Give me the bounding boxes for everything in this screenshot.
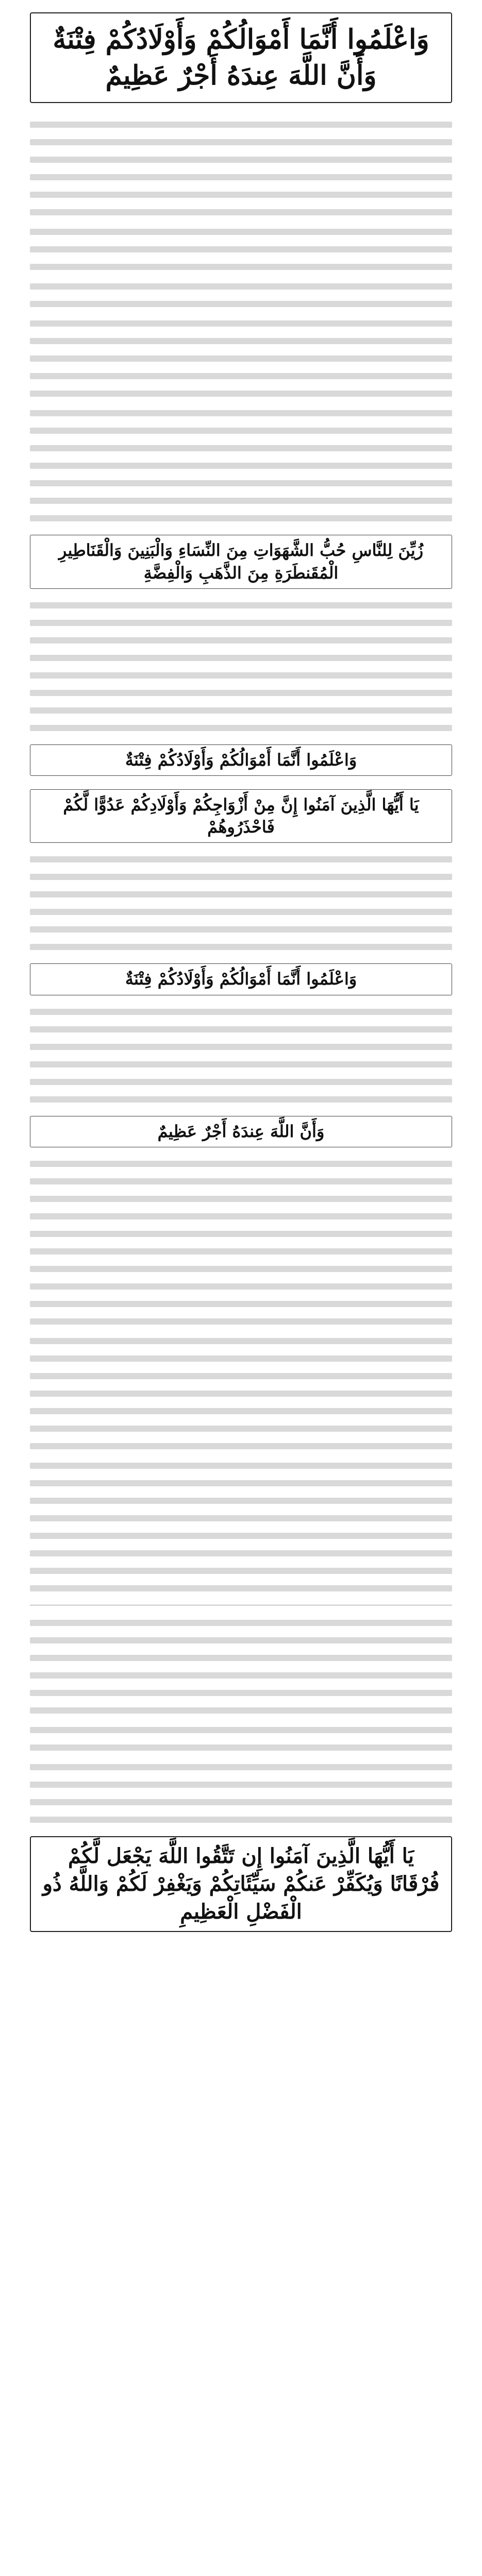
paragraph-13-lines (30, 1463, 452, 1591)
verse-inline-1 (30, 535, 452, 588)
verse-text: وَاعْلَمُوا أَنَّمَا أَمْوَالُكُمْ وَأَوْلَادُكُمْ فِتْنَةٌ (125, 969, 357, 989)
verse-text: وَاعْلَمُوا أَنَّمَا أَمْوَالُكُمْ وَأَوْلَادُكُمْ فِتْنَةٌ وَأَنَّ اللَّهَ عِندَهُ أَجْرٌ عَظِيمٌ (53, 24, 429, 92)
paragraph-3-lines (30, 283, 452, 307)
paragraph-17-lines (30, 1764, 452, 1823)
verse-bottom (30, 1836, 452, 1932)
paragraph-16-lines (30, 1727, 452, 1751)
paragraph-11-lines (30, 1161, 452, 1325)
paragraph-10-lines (30, 1009, 452, 1103)
verse-inline-2 (30, 744, 452, 776)
verse-inline-4 (30, 963, 452, 995)
paragraph-9-lines (30, 856, 452, 950)
paragraph-12-lines (30, 1338, 452, 1449)
paragraph-4-lines (30, 320, 452, 397)
verse-text: يَا أَيُّهَا الَّذِينَ آمَنُوا إِنَّ مِنْ أَزْوَاجِكُمْ وَأَوْلَادِكُمْ عَدُوًّا لَّكُمْ فَاحْذَرُوهُمْ (63, 794, 419, 837)
paragraph-15-lines (30, 1620, 452, 1714)
paragraph-2-lines (30, 229, 452, 270)
verse-text: زُيِّنَ لِلنَّاسِ حُبُّ الشَّهَوَاتِ مِنَ النِّسَاءِ وَالْبَنِينَ وَالْقَنَاطِيرِ الْمُقَنطَرَةِ مِنَ الذَّهَبِ وَالْفِضَّةِ (58, 540, 424, 583)
verse-text: وَاعْلَمُوا أَنَّمَا أَمْوَالُكُمْ وَأَوْلَادُكُمْ فِتْنَةٌ (125, 750, 357, 770)
paragraph-6-lines (30, 602, 452, 731)
verse-inline-3 (30, 789, 452, 843)
paragraph-1-lines (30, 122, 452, 215)
paragraph-5-lines (30, 410, 452, 521)
verse-text: وَأَنَّ اللَّهَ عِندَهُ أَجْرٌ عَظِيمٌ (157, 1121, 325, 1141)
verse-inline-5 (30, 1116, 452, 1147)
verse-text: يَا أَيُّهَا الَّذِينَ آمَنُوا إِن تَتَّقُوا اللَّهَ يَجْعَل لَّكُمْ فُرْقَانًا وَيُكَفِّرْ عَنكُمْ سَيِّئَاتِكُمْ وَيَغْفِرْ لَكُمْ وَاللَّهُ ذُو الْفَضْلِ الْعَظِيمِ (42, 1843, 440, 1924)
verse-top-1 (30, 12, 452, 103)
